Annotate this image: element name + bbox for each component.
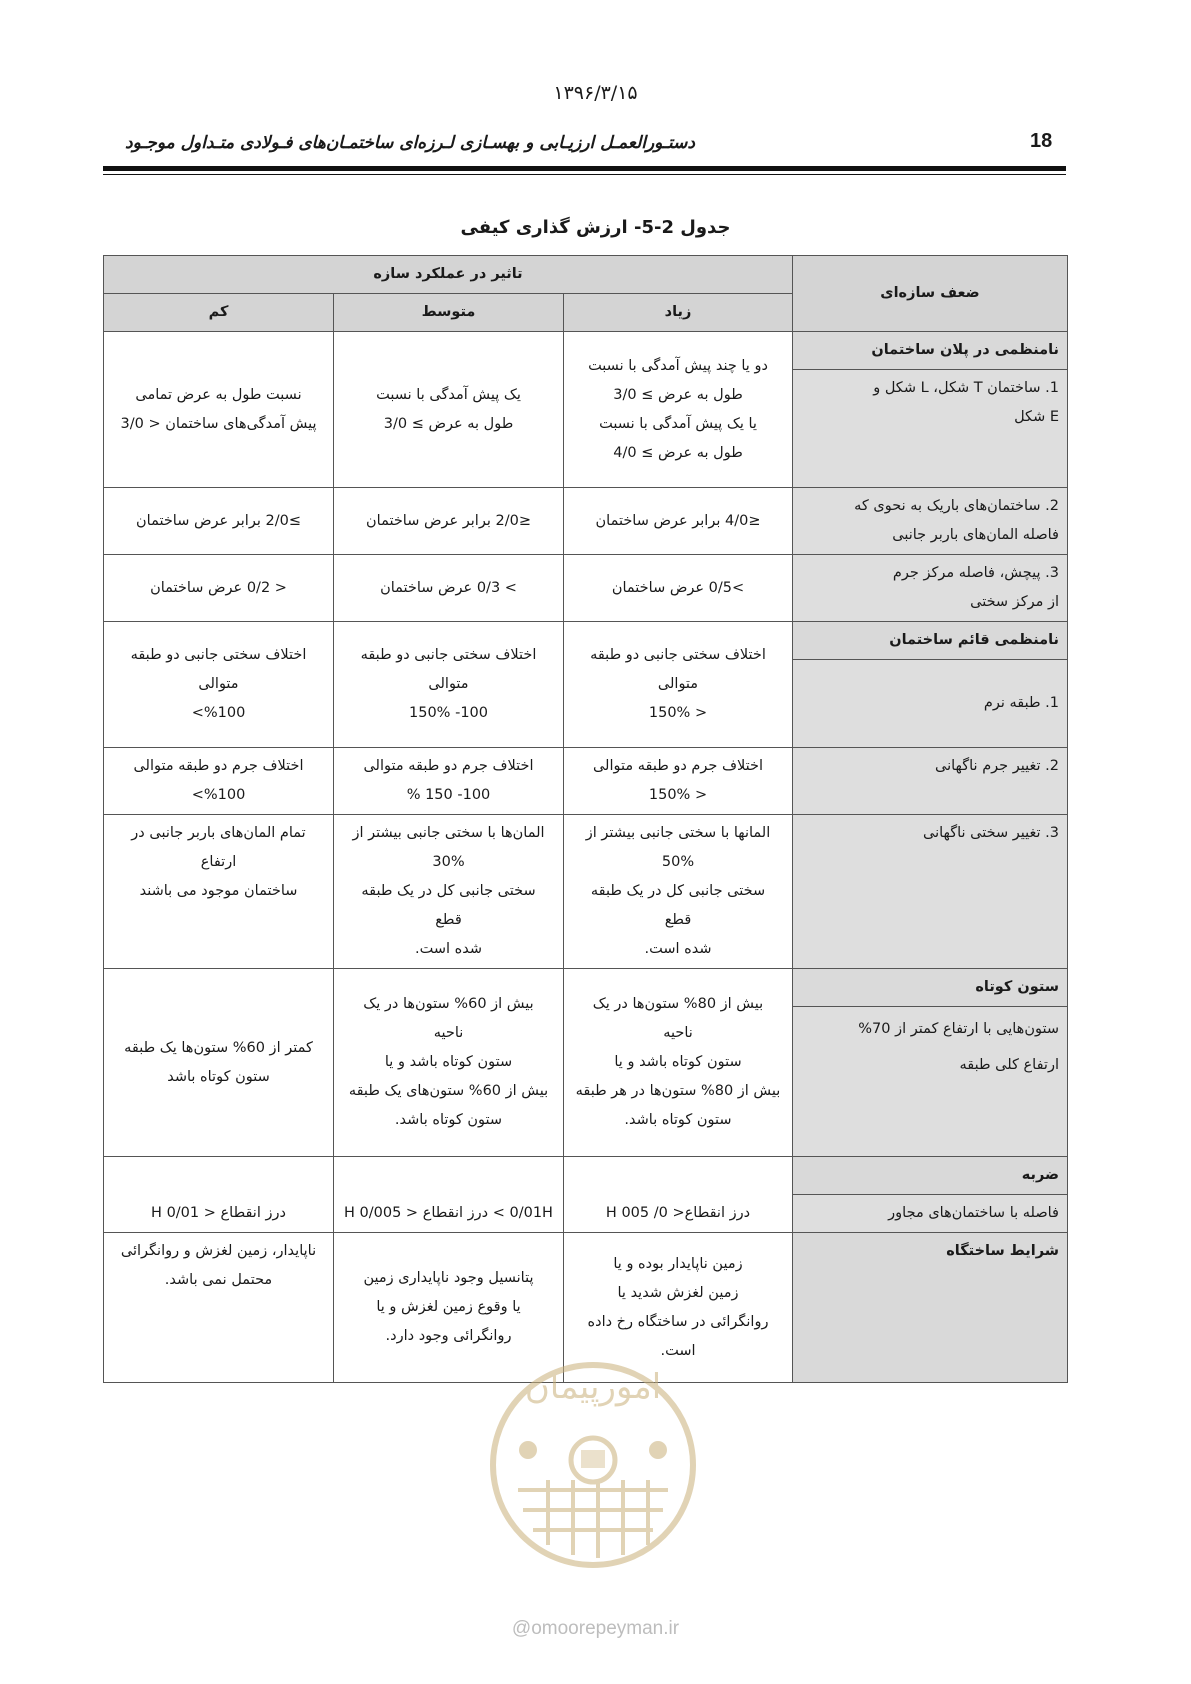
cell-r7-mid (334, 969, 564, 1157)
cell-line: ستون کوتاه باشد. (394, 1112, 503, 1128)
row-label-r8 (793, 1195, 1068, 1233)
cell-r6-high (564, 815, 793, 969)
cell-line: شده است. (644, 941, 712, 957)
cell-line: پتانسیل وجود ناپایداری زمین (363, 1270, 534, 1286)
cell-line: پیش آمدگی‌های ساختمان < 3/0 (120, 415, 317, 432)
cell-line: ≤2/0 برابر عرض ساختمان (366, 512, 531, 529)
qualitative-rating-table (103, 255, 1068, 1383)
cell-line: شده است. (415, 941, 482, 957)
cell-line: المانها با سختی جانبی بیشتر از (585, 825, 771, 841)
header-weakness: ضعف سازه‌ای (793, 256, 1068, 332)
cell-r4-high (564, 622, 793, 748)
cell-line: ناپایدار، زمین لغزش و روانگرائی (120, 1243, 317, 1259)
header-effect: تاثیر در عملکرد سازه (104, 256, 793, 294)
cell-line: ستون‌هایی با ارتفاع کمتر از 70% (858, 1021, 1059, 1037)
cell-line: %100> (191, 705, 246, 721)
cell-r5-high (564, 748, 793, 815)
cell-line: از مرکز سختی (970, 594, 1059, 610)
header-rule-thick (103, 166, 1066, 171)
cell-r1-low (104, 332, 334, 488)
cell-line: ستون کوتاه باشد و یا (614, 1054, 742, 1070)
cell-line: اختلاف سختی جانبی دو طبقه (360, 647, 537, 663)
cell-line: اختلاف سختی جانبی دو طبقه (590, 647, 766, 663)
cell-r2-mid (334, 488, 564, 555)
cell-r2-low (104, 488, 334, 555)
cell-line: 100- 150 % (406, 787, 491, 803)
header-high: زیاد (564, 294, 793, 332)
table-caption: جدول 2-5- ارزش گذاری کیفی (460, 217, 731, 238)
row-label-r2 (793, 488, 1068, 555)
cell-line: است. (660, 1342, 696, 1359)
row-label-r1 (793, 370, 1068, 488)
omoorepeyman-watermark-seal (478, 1350, 708, 1570)
cell-r7-high (564, 969, 793, 1157)
cell-line: ستون کوتاه باشد و یا (384, 1054, 513, 1070)
cell-line: اختلاف جرم دو طبقه متوالی (363, 758, 534, 774)
cell-line: متوالی (428, 676, 469, 692)
cell-r4-mid (334, 622, 564, 748)
cell-line: < 150% (648, 705, 708, 721)
cell-line: محتمل نمی باشد. (164, 1272, 273, 1288)
cell-r5-mid (334, 748, 564, 815)
row-label-r6 (793, 815, 1068, 969)
cell-line: < 150% (648, 787, 708, 803)
cell-line: درز انقطاع < 0/01 H (151, 1205, 286, 1221)
cell-line: قطع (664, 912, 692, 928)
cell-r8-low (104, 1157, 334, 1233)
cell-line: بیش از 60% ستون‌های یک طبقه (348, 1083, 549, 1099)
cell-line: 50% (661, 854, 695, 870)
cell-line: سختی جانبی کل در یک طبقه (361, 883, 536, 899)
cell-line: تمام المان‌های باربر جانبی در (131, 825, 306, 841)
cell-line: اختلاف جرم دو طبقه متوالی (133, 758, 304, 774)
cell-r7-low (104, 969, 334, 1157)
cell-line: نسبت طول به عرض تمامی (135, 386, 302, 403)
cell-line: یا یک پیش آمدگی با نسبت (599, 415, 757, 432)
cell-line: طول به عرض ≥ 3/0 (383, 415, 514, 432)
section-pounding: ضربه (793, 1157, 1068, 1195)
cell-line: ناحیه (663, 1025, 693, 1041)
cell-line: زمین لغزش شدید یا (617, 1284, 739, 1301)
document-date: ۱۳۹۶/۳/۱۵ (553, 82, 638, 104)
cell-line: فاصله المان‌های باربر جانبی (892, 527, 1059, 543)
cell-line: اختلاف سختی جانبی دو طبقه (130, 647, 307, 663)
cell-line: 100- 150% (409, 705, 488, 721)
cell-line: یا وقوع زمین لغزش و یا (376, 1299, 521, 1315)
cell-line: 3. تغییر سختی ناگهانی (922, 825, 1059, 841)
cell-line: سختی جانبی کل در یک طبقه (590, 883, 766, 899)
cell-line: 1. ساختمان T شکل، L شکل و (873, 380, 1059, 396)
row-label-r4 (793, 660, 1068, 748)
cell-line: ≥2/0 برابر عرض ساختمان (136, 512, 301, 529)
row-label-r3 (793, 555, 1068, 622)
cell-line: >0/5 عرض ساختمان (611, 579, 745, 596)
cell-r9-low (104, 1233, 334, 1383)
cell-r5-low (104, 748, 334, 815)
row-label-r5 (793, 748, 1068, 815)
cell-line: E شکل (1014, 409, 1059, 425)
cell-r6-mid (334, 815, 564, 969)
row-label-r7 (793, 1007, 1068, 1157)
cell-line: متوالی (198, 676, 239, 692)
section-plan-irregularity: نامنظمی در پلان ساختمان (793, 332, 1068, 370)
header-low: کم (104, 294, 334, 332)
header-rule-thin (103, 174, 1066, 175)
cell-line: %100> (191, 787, 246, 803)
cell-line: بیش از 80% ستون‌ها در یک (592, 996, 764, 1012)
cell-line: ارتفاع کلی طبقه (959, 1057, 1059, 1073)
running-header-title: دستـورالعمـل ارزیـابی و بهسـازی لـرزه‌ای ساختمـان‌های فـولادی متـداول موجـود (125, 133, 695, 153)
cell-line: فاصله با ساختمان‌های مجاور (888, 1205, 1059, 1221)
watermark-brand: امورپیمان (524, 1367, 662, 1407)
header-mid: متوسط (334, 294, 564, 332)
cell-line: روانگرائی در ساختگاه رخ داده (587, 1313, 769, 1330)
cell-line: ستون کوتاه باشد. (624, 1112, 732, 1128)
cell-line: متوالی (657, 676, 699, 692)
cell-line: ستون کوتاه باشد (167, 1068, 270, 1085)
cell-line: 3. پیچش، فاصله مرکز جرم (892, 565, 1059, 581)
cell-line: ناحیه (433, 1025, 464, 1041)
cell-line: قطع (435, 912, 462, 928)
cell-line: ارتفاع (200, 854, 237, 870)
cell-line: ساختمان موجود می باشند (139, 883, 298, 899)
cell-r4-low (104, 622, 334, 748)
cell-r3-low (104, 555, 334, 622)
cell-line: بیش از 60% ستون‌ها در یک (363, 996, 534, 1012)
page-number: 18 (1030, 130, 1053, 152)
cell-line: بیش از 80% ستون‌ها در هر طبقه (575, 1083, 781, 1099)
cell-line: 30% (432, 854, 465, 870)
cell-line: کمتر از 60% ستون‌ها یک طبقه (124, 1039, 313, 1056)
cell-line: 2. ساختمان‌های باریک به نحوی که (854, 498, 1059, 514)
cell-line: المان‌ها با سختی جانبی بیشتر از (352, 825, 545, 841)
cell-line: < 0/2 عرض ساختمان (150, 579, 287, 596)
cell-r3-mid (334, 555, 564, 622)
cell-r6-low (104, 815, 334, 969)
section-site-conditions: شرایط ساختگاه (793, 1233, 1068, 1383)
cell-r8-high (564, 1157, 793, 1233)
cell-r3-high (564, 555, 793, 622)
cell-line: دو یا چند پیش آمدگی با نسبت (588, 357, 768, 374)
cell-r1-high (564, 332, 793, 488)
cell-line: > 0/3 عرض ساختمان (380, 579, 517, 596)
cell-line: 0/01H > درز انقطاع < 0/005 H (344, 1205, 553, 1221)
section-short-column: ستون کوتاه (793, 969, 1068, 1007)
cell-line: روانگرائی وجود دارد. (385, 1328, 512, 1344)
cell-line: اختلاف جرم دو طبقه متوالی (592, 758, 764, 774)
cell-line: ≤4/0 برابر عرض ساختمان (595, 512, 761, 529)
cell-line: یک پیش آمدگی با نسبت (376, 386, 521, 403)
cell-line: 2. تغییر جرم ناگهانی (935, 758, 1059, 774)
cell-line: طول به عرض ≥ 3/0 (613, 386, 743, 403)
cell-r1-mid (334, 332, 564, 488)
cell-r2-high (564, 488, 793, 555)
cell-line: 1. طبقه نرم (983, 695, 1059, 711)
cell-r8-mid (334, 1157, 564, 1233)
cell-line: زمین ناپایدار بوده و یا (613, 1255, 743, 1272)
watermark-url: @omoorepeyman.ir (511, 1618, 680, 1639)
cell-line: طول به عرض ≥ 4/0 (613, 444, 743, 461)
cell-line: درز انقطاع< 0/ 005 H (605, 1205, 751, 1221)
section-vertical-irregularity: نامنظمی قائم ساختمان (793, 622, 1068, 660)
